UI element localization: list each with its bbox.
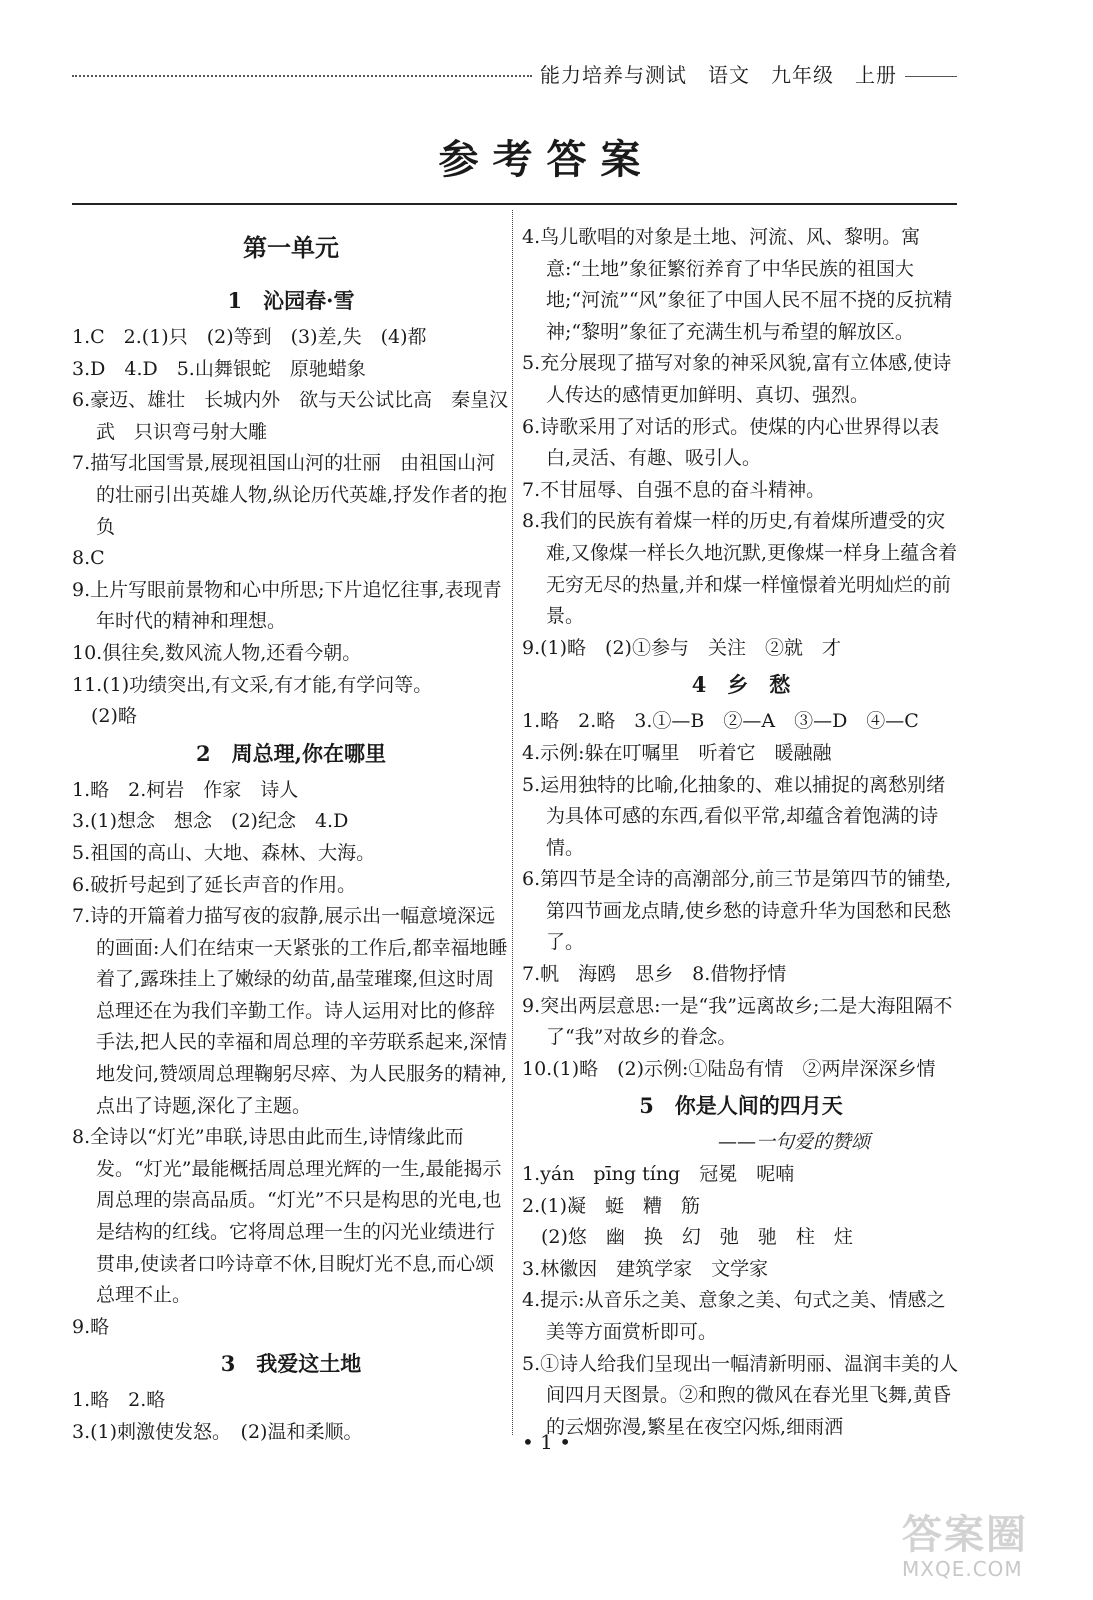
answer-item: 8.我们的民族有着煤一样的历史,有着煤所遭受的灾难,又像煤一样长久地沉默,更像煤一样身上蕴含着无穷无尽的热量,并和煤一样憧憬着光明灿烂的前景。 <box>522 510 958 628</box>
answer-item: 7.帆 海鸥 思乡 8.借物抒情 <box>522 963 787 986</box>
left-column <box>72 222 510 1449</box>
answer-item: 10.(1)略 (2)示例:①陆岛有情 ②两岸深深乡情 <box>522 1057 936 1080</box>
answer-item: 1.C 2.(1)只 (2)等到 (3)差,失 (4)都 <box>72 326 427 348</box>
section-subtitle: ——一句爱的赞颂 <box>717 1131 870 1154</box>
answer-item: 3.林徽因 建筑学家 文学家 <box>522 1257 769 1280</box>
running-header <box>72 58 957 88</box>
title-divider <box>72 203 957 205</box>
answer-item: 8.全诗以“灯光”串联,诗思由此而生,诗情缘此而发。“灯光”最能概括周总理光辉的一生,最能揭示周总理的崇高品质。“灯光”不只是构思的光电,也是结构的红线。它将周总理一生的闪光业绩进行贯串,使读者口吟诗章不休,目睨灯光不息,而心颂总理不止。 <box>72 1126 502 1307</box>
answer-item: (2)悠 幽 换 幻 弛 驰 柱 炷 <box>522 1226 853 1249</box>
header-text: 能力培养与测试 语文 九年级 上册 <box>540 62 897 87</box>
answer-item: 9.上片写眼前景物和心中所思;下片追忆往事,表现青年时代的精神和理想。 <box>72 578 502 633</box>
answer-item: 6.第四节是全诗的高潮部分,前三节是第四节的铺垫,第四节画龙点睛,使乡愁的诗意升华为国愁和民愁了。 <box>522 868 952 954</box>
answer-item: 1.略 2.略 3.①—B ②—A ③—D ④—C <box>522 710 919 733</box>
answer-item: 5.祖国的高山、大地、森林、大海。 <box>72 841 376 864</box>
answer-item: 5.①诗人给我们呈现出一幅清新明丽、温润丰美的人间四月天图景。②和煦的微风在春光里飞舞,黄昏的云烟弥漫,繁星在夜空闪烁,细雨洒 <box>522 1352 959 1438</box>
answer-item: 7.不甘屈辱、自强不息的奋斗精神。 <box>522 478 826 501</box>
answer-item: 7.描写北国雪景,展现祖国山河的壮丽 由祖国山河的壮丽引出英雄人物,纵论历代英雄,抒发作者的抱负 <box>72 452 508 538</box>
answer-item: 9.(1)略 (2)①参与 关注 ②就 才 <box>522 636 841 659</box>
answer-item: 8.C <box>72 547 105 570</box>
answer-item: 6.诗歌采用了对话的形式。使煤的内心世界得以表白,灵活、有趣、吸引人。 <box>522 415 940 470</box>
answer-item: 3.D 4.D 5.山舞银蛇 原驰蜡象 <box>72 357 366 380</box>
section-heading: 2 周总理,你在哪里 <box>196 740 386 766</box>
unit-heading: 第一单元 <box>243 233 339 262</box>
right-column <box>522 222 960 1443</box>
answer-item: 6.豪迈、雄壮 长城内外 欲与天公试比高 秦皇汉武 只识弯弓射大雕 <box>72 389 509 443</box>
page-title: 参考答案 <box>438 136 655 183</box>
answer-item: 4.提示:从音乐之美、意象之美、句式之美、情感之美等方面赏析即可。 <box>522 1289 946 1343</box>
answer-item: 11.(1)功绩突出,有文采,有才能,有学问等。 <box>72 673 433 696</box>
answer-item: 5.充分展现了描写对象的神采风貌,富有立体感,使诗人传达的感情更加鲜明、真切、强烈。 <box>522 352 952 406</box>
answer-item: (2)略 <box>72 705 137 728</box>
header-dotted-rule <box>72 75 532 77</box>
section-heading: 3 我爱这土地 <box>220 1351 362 1377</box>
watermark-url: MXQE.COM <box>902 1557 1023 1581</box>
answer-item: 10.俱往矣,数风流人物,还看今朝。 <box>72 641 362 664</box>
answer-item: 1.略 2.略 <box>72 1389 166 1412</box>
page-number: • 1 • <box>521 1430 572 1454</box>
answer-item: 5.运用独特的比喻,化抽象的、难以捕捉的离愁别绪为具体可感的东西,看似平常,却蕴含着饱满的诗情。 <box>522 773 946 859</box>
watermark-logo <box>902 1512 1072 1586</box>
answer-item: 1.yán pīng tíng 冠冕 呢喃 <box>522 1163 795 1186</box>
answer-item: 3.(1)刺激使发怒。 (2)温和柔顺。 <box>72 1421 363 1443</box>
answer-item: 3.(1)想念 想念 (2)纪念 4.D <box>72 810 349 833</box>
section-heading: 1 沁园春·雪 <box>227 288 355 313</box>
column-divider <box>512 210 513 1435</box>
answer-item: 1.略 2.柯岩 作家 诗人 <box>72 778 299 801</box>
section-heading: 5 你是人间的四月天 <box>639 1093 843 1119</box>
header-solid-rule <box>905 76 957 77</box>
answer-item: 9.突出两层意思:一是“我”远离故乡;二是大海阻隔不了“我”对故乡的眷念。 <box>522 994 953 1049</box>
watermark-text: 答案圈 <box>902 1512 1028 1558</box>
section-heading: 4 乡 愁 <box>691 672 791 698</box>
answer-item: 7.诗的开篇着力描写夜的寂静,展示出一幅意境深远的画面:人们在结束一天紧张的工作后,都幸福地睡着了,露珠挂上了嫩绿的幼苗,晶莹璀璨,但这时周总理还在为我们辛勤工作。诗人运用对比的修辞手法,把人民的幸福和周总理的辛劳联系起来,深情地发问,赞颂周总理鞠躬尽瘁、为人民服务的精神,点出了诗题,深化了主题。 <box>72 905 508 1117</box>
answer-item: 9.略 <box>72 1315 110 1338</box>
answer-item: 4.示例:躲在叮嘱里 听着它 暖融融 <box>522 741 832 764</box>
answer-item: 6.破折号起到了延长声音的作用。 <box>72 873 357 896</box>
answer-item: 4.鸟儿歌唱的对象是土地、河流、风、黎明。寓意:“土地”象征繁衍养育了中华民族的祖国大地;“河流”“风”象征了中国人民不屈不挠的反抗精神;“黎明”象征了充满生机与希望的解放区。 <box>522 226 953 343</box>
answer-item: 2.(1)凝 蜓 糟 筋 <box>522 1194 701 1217</box>
